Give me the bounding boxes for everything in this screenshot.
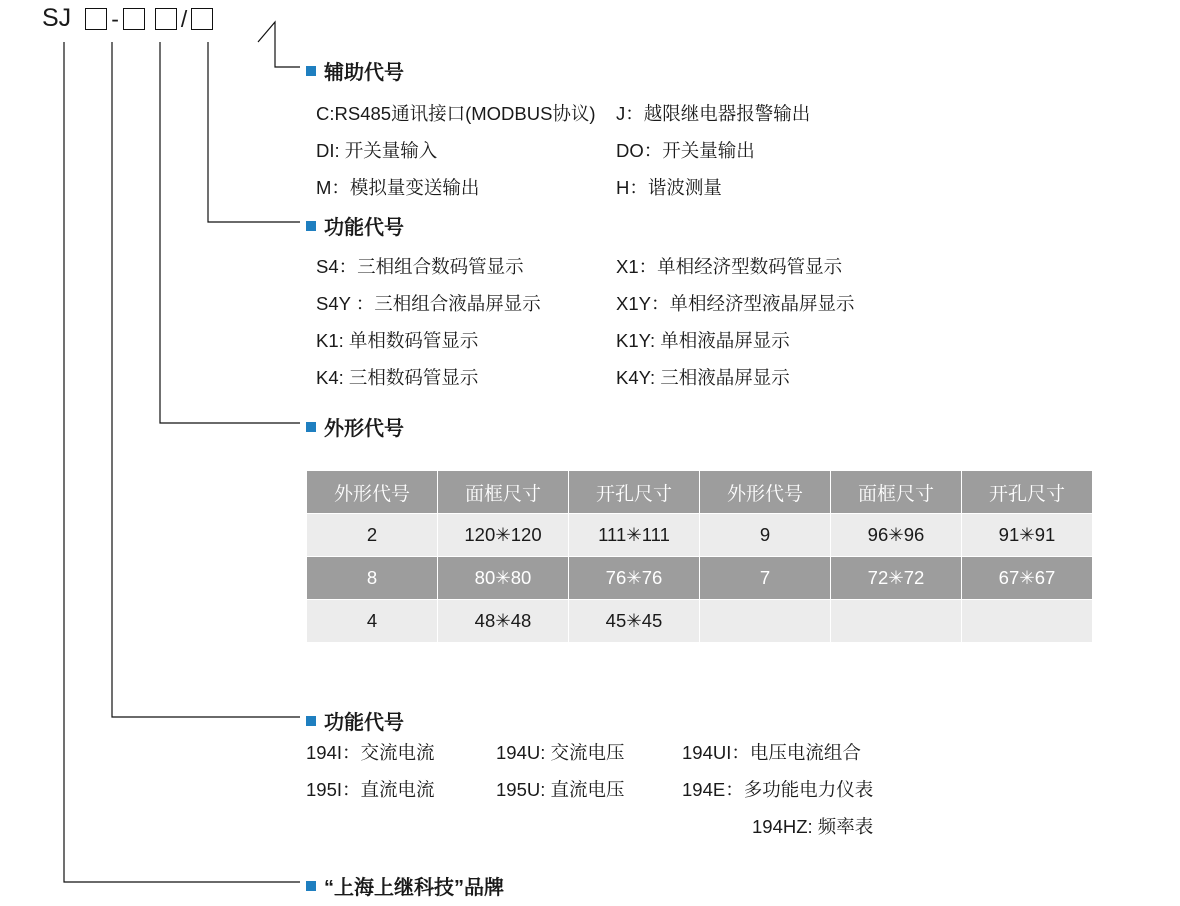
model-box-1 xyxy=(85,8,107,30)
model-box-4 xyxy=(191,8,213,30)
option-label: K1: 单相数码管显示 xyxy=(316,330,479,351)
option-label: 194E：多功能电力仪表 xyxy=(682,779,874,800)
option-label: 194UI：电压电流组合 xyxy=(682,742,861,763)
option-label: J：越限继电器报警输出 xyxy=(616,103,811,124)
table-cell: 48✳48 xyxy=(438,600,569,643)
table-row xyxy=(307,600,1093,643)
model-prefix-label: SJ xyxy=(42,4,72,32)
option-row xyxy=(316,290,936,316)
option-label: S4Y ：三相组合液晶屏显示 xyxy=(316,293,541,314)
table-cell: 4 xyxy=(307,600,438,643)
option-label: X1Y：单相经济型液晶屏显示 xyxy=(616,293,855,314)
option-row xyxy=(306,813,873,839)
option-label: K1Y: 单相液晶屏显示 xyxy=(616,330,790,351)
table-cell: 9 xyxy=(700,514,831,557)
option-label: X1：单相经济型数码管显示 xyxy=(616,256,843,277)
option-label xyxy=(306,813,496,839)
table-header-cell: 开孔尺寸 xyxy=(962,471,1093,514)
option-label: M：模拟量变送输出 xyxy=(316,177,480,198)
option-row xyxy=(316,174,936,200)
bullet-icon xyxy=(306,716,316,726)
table-cell: 91✳91 xyxy=(962,514,1093,557)
table-header-row xyxy=(307,471,1093,514)
option-row xyxy=(316,100,936,126)
table-cell: 67✳67 xyxy=(962,557,1093,600)
option-label: K4: 三相数码管显示 xyxy=(316,367,479,388)
table-cell: 120✳120 xyxy=(438,514,569,557)
section-title-display: 功能代号 xyxy=(324,217,404,239)
option-row xyxy=(316,327,936,353)
table-cell: 80✳80 xyxy=(438,557,569,600)
table-header-cell: 面框尺寸 xyxy=(831,471,962,514)
option-label: S4：三相组合数码管显示 xyxy=(316,256,524,277)
bullet-icon xyxy=(306,221,316,231)
option-row xyxy=(306,739,873,765)
table-cell: 76✳76 xyxy=(569,557,700,600)
section-title-brand: “上海上继科技”品牌 xyxy=(324,877,504,899)
table-cell: 7 xyxy=(700,557,831,600)
bullet-icon xyxy=(306,881,316,891)
model-slash: / xyxy=(180,5,188,32)
option-row xyxy=(316,364,936,390)
option-label: H：谐波测量 xyxy=(616,177,722,198)
options-aux xyxy=(316,100,936,200)
option-label: K4Y: 三相液晶屏显示 xyxy=(616,367,790,388)
option-label: 195U: 直流电压 xyxy=(496,779,625,800)
option-label: 194I：交流电流 xyxy=(306,742,435,763)
model-code-line xyxy=(42,4,213,33)
table-header-cell: 开孔尺寸 xyxy=(569,471,700,514)
table-cell: 111✳111 xyxy=(569,514,700,557)
options-functype xyxy=(306,739,873,839)
section-title-shape: 外形代号 xyxy=(324,418,404,440)
table-header-cell: 面框尺寸 xyxy=(438,471,569,514)
bullet-icon xyxy=(306,66,316,76)
bullet-icon xyxy=(306,422,316,432)
table-cell: 96✳96 xyxy=(831,514,962,557)
model-box-3 xyxy=(155,8,177,30)
section-heading-shape xyxy=(306,412,404,441)
table-cell: 2 xyxy=(307,514,438,557)
table-cell: 72✳72 xyxy=(831,557,962,600)
section-heading-functype xyxy=(306,706,404,735)
option-row xyxy=(316,253,936,279)
option-label: DO：开关量输出 xyxy=(616,140,755,161)
table-cell: 8 xyxy=(307,557,438,600)
option-row xyxy=(306,776,873,802)
table-header-cell: 外形代号 xyxy=(307,471,438,514)
table-row xyxy=(307,557,1093,600)
table-header-cell: 外形代号 xyxy=(700,471,831,514)
option-label: 194HZ: 频率表 xyxy=(752,816,874,837)
section-heading-brand xyxy=(306,871,504,900)
option-label xyxy=(496,813,682,839)
section-title-aux: 辅助代号 xyxy=(324,62,404,84)
model-dash: - xyxy=(111,5,119,32)
model-box-2 xyxy=(123,8,145,30)
dimension-table xyxy=(306,470,1093,643)
table-row xyxy=(307,514,1093,557)
table-cell-empty xyxy=(962,600,1093,643)
table-cell: 45✳45 xyxy=(569,600,700,643)
options-display xyxy=(316,253,936,390)
table-cell-empty xyxy=(831,600,962,643)
option-label: DI: 开关量输入 xyxy=(316,140,438,161)
option-row xyxy=(316,137,936,163)
option-label: 194U: 交流电压 xyxy=(496,742,625,763)
section-heading-aux xyxy=(306,56,404,85)
option-label: 195I：直流电流 xyxy=(306,779,435,800)
section-title-functype: 功能代号 xyxy=(324,712,404,734)
table-cell-empty xyxy=(700,600,831,643)
section-heading-display xyxy=(306,211,404,240)
option-label: C:RS485通讯接口(MODBUS协议) xyxy=(316,103,596,124)
